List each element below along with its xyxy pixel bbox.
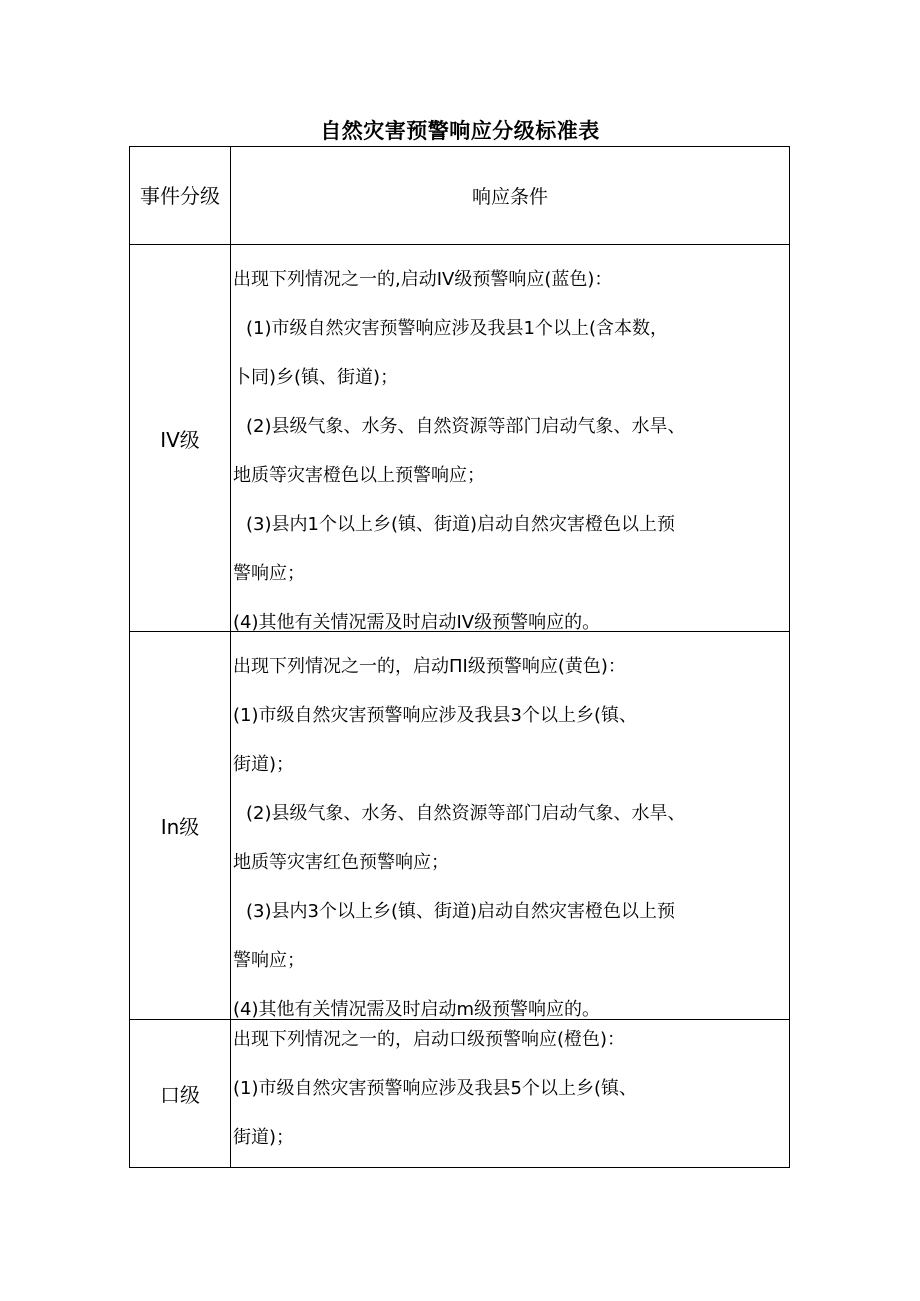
- condition-line: (3)县内3个以上乡(镇、街道)启动自然灾害橙色以上预: [246, 901, 675, 922]
- condition-line: (1)市级自然灾害预警响应涉及我县1个以上(含本数，: [246, 318, 668, 339]
- condition-line: 出现下列情况之一的，启动ΠI级预警响应(黄色)：: [233, 656, 626, 677]
- condition-line: 出现下列情况之一的，启动口级预警响应(橙色)：: [233, 1029, 626, 1050]
- condition-line: (4)其他有关情况需及时启动IV级预警响应的。: [233, 612, 601, 631]
- condition-line: (1)市级自然灾害预警响应涉及我县3个以上乡(镇、: [233, 705, 637, 726]
- level-cell-iii: In级: [160, 815, 200, 839]
- condition-line: (4)其他有关情况需及时启动m级预警响应的。: [233, 999, 601, 1019]
- condition-line: 警响应；: [233, 563, 305, 584]
- response-level-table: [129, 146, 790, 1168]
- condition-line: (3)县内1个以上乡(镇、街道)启动自然灾害橙色以上预: [246, 514, 675, 535]
- condition-line: 街道)；: [233, 754, 295, 775]
- condition-line: 卜同)乡(镇、街道)；: [233, 367, 399, 388]
- condition-cell-ii: [231, 1015, 789, 1167]
- level-cell-iv: IV级: [160, 427, 200, 452]
- condition-line: 出现下列情况之一的,启动IV级预警响应(蓝色)：: [233, 269, 613, 290]
- condition-line: (2)县级气象、水务、自然资源等部门启动气象、水旱、: [246, 803, 686, 824]
- level-cell-ii: 口级: [160, 1083, 200, 1107]
- condition-line: 警响应；: [233, 950, 305, 971]
- condition-line: 地质等灾害橙色以上预警响应；: [233, 465, 485, 486]
- condition-line: (2)县级气象、水务、自然资源等部门启动气象、水旱、: [246, 416, 686, 437]
- condition-cell-iii: [231, 642, 789, 1019]
- condition-line: (1)市级自然灾害预警响应涉及我县5个以上乡(镇、: [233, 1078, 637, 1099]
- header-condition-cell: 响应条件: [471, 186, 548, 208]
- header-level-cell: 事件分级: [140, 183, 220, 208]
- condition-line: 街道)；: [233, 1127, 295, 1148]
- condition-line: 地质等灾害红色预警响应；: [233, 852, 449, 873]
- document-title: 自然灾害预警响应分级标准表: [320, 119, 600, 143]
- condition-cell-iv: [231, 255, 789, 631]
